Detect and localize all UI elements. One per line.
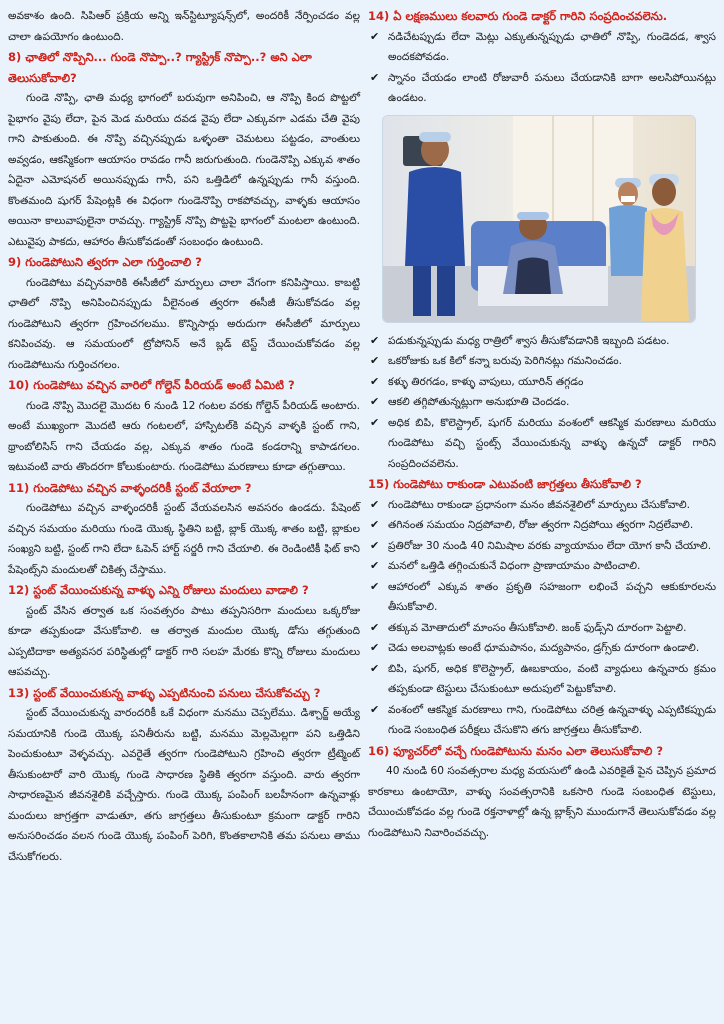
list-item: ✔ ఆకలి తగ్గిపోతున్నట్లుగా అనుభూతి చెందడం. <box>368 392 716 413</box>
check-icon: ✔ <box>370 702 380 716</box>
section-9-heading: 9) గుండెపోటుని త్వరగా ఎలా గుర్తించాలి ? <box>8 255 202 269</box>
check-icon: ✔ <box>370 415 380 429</box>
article-page <box>8 6 716 1018</box>
section-12-heading: 12) స్టంట్ వేయించుకున్న వాళ్ళు ఎన్ని రోజులు మందులు వాడాలి ? <box>8 583 309 597</box>
list-item: ✔ గుండెపోటు రాకుండా ప్రధానంగా మనం జీవనశైలిలో మార్పులు చేసుకోవాలి. <box>368 495 716 516</box>
list-item: ✔ స్నానం చేయడం లాంటి రోజువారీ పనులు చేయడానికి బాగా అలసిపోయినట్లు ఉండటం. <box>368 68 716 109</box>
check-icon: ✔ <box>370 559 380 572</box>
left-column <box>8 6 360 867</box>
list-item: ✔ బిపి, షుగర్, అధిక కొలెస్ట్రాల్, ఊబకాయం, వంటి వ్యాధులు ఉన్నవారు క్రమం తప్పకుండా టెస్టులు చేసుకుంటూ అదుపులో పెట్టుకోవాలి. <box>368 659 716 700</box>
list-item: ✔ తగినంత సమయం నిద్రపోవాలి, రోజు త్వరగా నిద్రపోయి త్వరగా నిద్రలేవాలి. <box>368 515 716 536</box>
section-16-heading: 16) ఫ్యూచర్‌లో వచ్చే గుండెపోటును మనం ఎలా తెలుసుకోవాలి ? <box>368 743 664 758</box>
check-icon: ✔ <box>370 70 380 84</box>
section-14-list-bottom <box>368 331 716 475</box>
section-13-text: స్టంట్ వేయించుకున్న వారందరికీ ఒకే విధంగా మనము చెప్పలేము. డిశ్చార్జ్ అయ్యే సమయానికి గుండె యొక్క పనితీరును బట్టి, మనము మెల్లమెల్లగా పని ఒత్తిడిని పెంచుకుంటూ వెళ్ళవచ్చు. ఎవరైతే త్వరగా గుండెపోటుని గ్రహించి త్వరగా ట్రీట్మెంట్ తీసుకుంటారో వారి యొక్క గుండె సాధారణ స్థితికి త్వరగా వస్తుంది. వారు త్వరగా సాధారణమైన జీవనశైలికి వచ్చేస్తారు. గుండె యొక్క పంపింగ్ బలహీనంగా ఉన్నవాళ్లు మందులు జాగ్రత్తగా వాడుతూ, తగు జాగ్రత్తలు తీసుకుంటూ క్రమంగా డాక్టర్ గారిని అనుసరించడం వలన గుండె యొక్క పంపింగ్ పెరిగి, కొంతకాలానికి తమ పనులు తాము చేసుకోగలరు. <box>8 707 360 863</box>
doctor-patient-image <box>383 116 695 322</box>
list-item: ✔ ప్రతిరోజు 30 నుండి 40 నిమిషాల వరకు వ్యాయామం లేదా యోగ కానీ చేయాలి. <box>368 536 716 557</box>
section-9-text: గుండెపోటు వచ్చినవారికి ఈసీజీలో మార్పులు చాలా వేగంగా కనిపిస్తాయి. కాబట్టి ఛాతిలో నొప్పి అనిపించినప్పుడు వీలైనంత త్వరగా ఈసీజీ తీసుకోవడం వల్ల గుండెపోటుని త్వరగా గ్రహించగలము. కొన్నిసార్లు అరుదుగా ఈసీజీలో మార్పులు కనిపించవు. ఆ సమయంలో ట్రోపోనిన్ అనే బ్లడ్ టెస్ట్ చేయించుకోవడం వల్ల గుండెపోటును గుర్తించగలం. <box>8 276 360 371</box>
section-8-heading: 8) ఛాతిలో నొప్పిని... గుండె నొప్పా..? గ్యాస్ట్రిక్ నొప్పా..? అని ఎలా తెలుసుకోవాలి? <box>8 50 312 85</box>
section-11-heading: 11) గుండెపోటు వచ్చిన వాళ్ళందరికీ స్టంట్ వేయాలా ? <box>8 480 252 495</box>
list-item: ✔ నడిచేటప్పుడు లేదా మెట్లు ఎక్కుతున్నప్పుడు ఛాతిలో నొప్పి, గుండెదడ, శ్వాస అందకపోవడం. <box>368 27 716 68</box>
intro-paragraph: అవకాశం ఉంది. సిపిఆర్ ప్రక్రియ అన్ని ఇన్‌స్టిట్యూషన్స్‌లో, అందరికీ నేర్పించడం వల్ల చాలా ఉపయోగం ఉంటుంది. <box>8 10 360 43</box>
check-icon: ✔ <box>370 661 380 675</box>
list-item: ✔ కళ్ళు తిరగడం, కాళ్ళు వాపులు, యూరిన్ తగ్గడం <box>368 372 716 393</box>
section-12-text: స్టంట్ వేసిన తర్వాత ఒక సంవత్సరం పాటు తప్పనిసరిగా మందులు ఒక్కరోజు కూడా తప్పకుండా వేసుకోవాలి. ఆ తర్వాత మందుల యొక్క డోసు తగ్గుతుంది ఎప్పటిదాకా అత్యవసర పరిస్థితుల్లో డాక్టర్ గారి సలహ మేరకు కొన్ని రోజులు మందులు ఆపవచ్చు. <box>8 604 360 678</box>
check-icon: ✔ <box>370 641 380 654</box>
section-14-heading: 14) ఏ లక్షణములు కలవారు గుండె డాక్టర్ గారిని సంప్రదించవలెను. <box>368 9 668 23</box>
section-8-text: గుండె నొప్పి, ఛాతి మధ్య భాగంలో బరువుగా అనిపించి, ఆ నొప్పి కింద పొట్టలో పైభాగం వైపు లేదా, పైన మెడ మరియు దవడ వైపు లేదా ఎక్కువగా ఎడమ చేతి వైపు గాని పాకుతుంది. ఈ నొప్పి వచ్చినప్పుడు ఒళ్ళంతా చెమటలు పట్టడం, వాంతులు అవ్వడం, ఆకస్మికంగా ఆయాసం రావడం గానీ జరుగుతుంది. గుండెనొప్పి ఎక్కువ శాతం ఏదైనా ఎమోషనల్ అయినప్పుడు గానీ, పని ఒత్తిడిలో ఉన్నప్పుడు గానీ వస్తుంది. కొంతమంది షుగర్ పేషెంట్లకి ఈ విధంగా గుండెనొప్పి రాకపోవచ్చు, వాళ్ళకు ఆయాసం అయినా కాలువాపులైనా రావచ్చు. గ్యాస్ట్రిక్ నొప్పి పొట్టపై భాగంలో మంటలా ఉంటుంది. ఎటువైపు పాకదు, ఆహారం తీసుకోవడంతో సంబంధం ఉంటుంది. <box>8 92 360 248</box>
check-icon: ✔ <box>370 354 380 367</box>
check-icon: ✔ <box>370 395 380 408</box>
right-column <box>368 6 716 843</box>
section-15-list <box>368 495 716 741</box>
check-icon: ✔ <box>370 333 380 347</box>
section-15-heading: 15) గుండెపోటు రాకుండా ఎటువంటి జాగ్రత్తలు తీసుకోవాలి ? <box>368 477 642 491</box>
section-13-heading: 13) స్టంట్ వేయించుకున్న వాళ్ళు ఎప్పటినుంచి పనులు చేసుకోవచ్చు ? <box>8 685 321 700</box>
list-item: ✔ వంశంలో ఆకస్మిక మరణాలు గాని, గుండెపోటు చరిత్ర ఉన్నవాళ్ళు ఎప్పటికప్పుడు గుండె సంబంధిత పరీక్షలు చేసుకొని తగు జాగ్రత్తలు తీసుకోవాలి. <box>368 700 716 741</box>
list-item: ✔ ఆహారంలో ఎక్కువ శాతం ప్రకృతి సహజంగా లభించే పచ్చని ఆకుకూరలను తీసుకోవాలి. <box>368 577 716 618</box>
list-item: ✔ తక్కువ మోతాదులో మాంసం తీసుకోవాలి. జంక్ ఫుడ్స్‌ని దూరంగా పెట్టాలి. <box>368 618 716 639</box>
list-item: ✔ మనలో ఒత్తిడి తగ్గించుకునే విధంగా ప్రాణాయామం పాటించాలి. <box>368 556 716 577</box>
check-icon: ✔ <box>370 29 380 43</box>
list-item: ✔ ఒకరోజుకు ఒక కిలో కన్నా బరువు పెరిగినట్లు గమనించడం. <box>368 351 716 372</box>
check-icon: ✔ <box>370 374 380 388</box>
check-icon: ✔ <box>370 538 380 552</box>
section-11-text: గుండెపోటు వచ్చిన వాళ్ళందరికీ స్టంట్ వేయవలసిన అవసరం ఉండదు. పేషెంట్ వచ్చిన సమయం మరియు గుండె యొక్క స్థితిని బట్టి, బ్లాక్ యొక్క శాతం బట్టి, బ్లాకుల సంఖ్యని బట్టి, స్టంట్ గాని లేదా ఓపెన్ హార్ట్ సర్జరీ గాని చేయాలి. ఈ రెండింటికీ ఫిట్ కాని పేషెంట్స్‌ని మందులతో చికిత్స చేస్తాము. <box>8 502 360 576</box>
section-10-heading: 10) గుండెపోటు వచ్చిన వారిలో గోల్డెన్ పీరియడ్ అంటే ఏమిటి ? <box>8 378 295 392</box>
check-icon: ✔ <box>370 620 380 634</box>
check-icon: ✔ <box>370 579 380 593</box>
list-item: ✔ చెడు అలవాట్లకు అంటే ధూమపానం, మద్యపానం, డ్రగ్స్‌కు దూరంగా ఉండాలి. <box>368 638 716 659</box>
section-14-list-top <box>368 27 716 109</box>
list-item: ✔ అధిక బిపి, కొలెస్ట్రాల్, షుగర్ మరియు వంశంలో ఆకస్మిక మరణాలు మరియు గుండెపోటు వచ్చి స్టంట్స్ వేయించుకున్న వాళ్ళు ఉన్నచో డాక్టర్ గారిని సంప్రదించవలెను. <box>368 413 716 475</box>
section-10-text: గుండె నొప్పి మొదలై మొదట 6 నుండి 12 గంటల వరకు గోల్డెన్ పీరియడ్ అంటారు. అంటే ముఖ్యంగా మొదటి ఆరు గంటలలో, హాస్పిటల్‌కి వచ్చిన వాళ్ళకి స్టంట్ గాని, థ్రాంబోలిసిస్ గాని చేయడం వల్ల, ఎక్కువ శాతం గుండె కండరాన్ని కాపాడగలం. ఇటువంటి వారు తొందరగా కోలుకుంటారు. గుండెపోటు మరణాలు కూడా తగ్గుతాయి. <box>8 399 360 473</box>
list-item: ✔ పడుకున్నప్పుడు మధ్య రాత్రిలో శ్వాస తీసుకోవడానికి ఇబ్బంది పడటం. <box>368 331 716 352</box>
check-icon: ✔ <box>370 497 380 511</box>
check-icon: ✔ <box>370 518 380 531</box>
hospital-photo <box>382 115 696 323</box>
section-16-text: 40 నుండి 60 సంవత్సరాల మధ్య వయసులో ఉండి ఎవరికైతే పైన చెప్పిన ప్రమాద కారకాలు ఉంటాయో, వాళ్ళు సంవత్సరానికి ఒకసారి గుండె సంబంధిత టెస్టులు, చేయించుకోవడం వల్ల గుండె రక్తనాళాల్లో ఉన్న బ్లాక్స్‌ని ముందుగానే తెలుసుకోవడం వల్ల గుండెపోటుని నివారించవచ్చు. <box>368 765 716 839</box>
